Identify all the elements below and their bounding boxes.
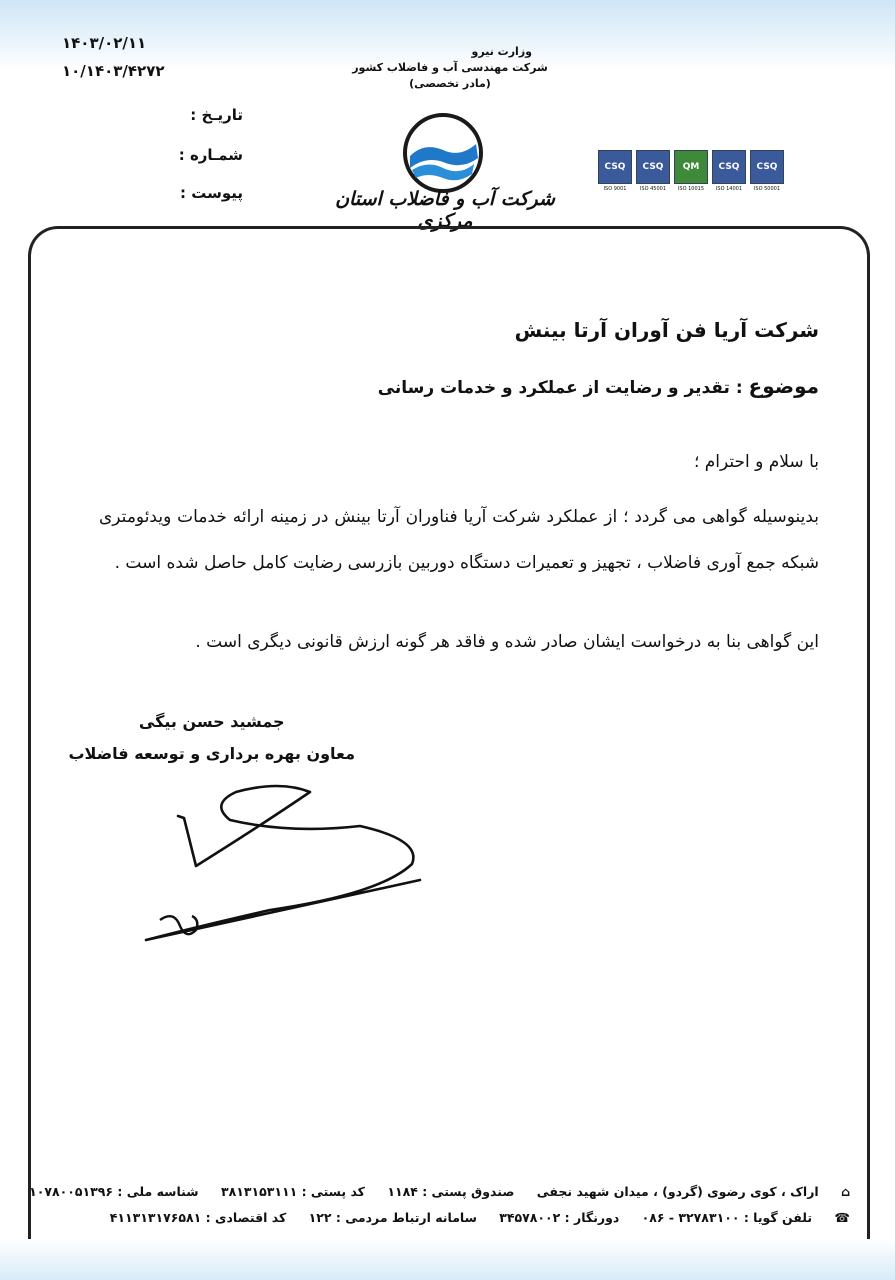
footer-national-id: شناسه ملی : ۱۰۷۸۰۰۵۱۳۹۶ (29, 1184, 199, 1199)
footer-address: اراک ، کوی رضوی (گردو) ، میدان شهید نجفی (536, 1184, 819, 1199)
footer-line-1 (29, 1184, 850, 1199)
company-name: شرکت آب و فاضلاب استان مرکزی (335, 188, 555, 232)
signer-title: معاون بهره برداری و توسعه فاضلاب (68, 744, 355, 763)
greeting: با سلام و احترام ؛ (693, 452, 819, 472)
company-logo-icon (402, 112, 484, 194)
footer-phone: تلفن گویا : ۳۲۷۸۳۱۰۰ - ۰۸۶ (641, 1210, 813, 1225)
certification-badges (598, 150, 784, 194)
letter-date-value: ۱۴۰۳/۰۲/۱۱ (62, 34, 147, 52)
ministry-name: وزارت نیرو (471, 45, 532, 58)
handwritten-signature (140, 770, 430, 960)
date-label: تاریـخ : (190, 106, 243, 124)
signer-name: جمشید حسن بیگی (138, 712, 285, 731)
footer-postal-code: کد پستی : ۳۸۱۳۱۵۳۱۱۱ (220, 1184, 365, 1199)
letterhead-organization (330, 44, 570, 92)
footer-po-box: صندوق پستی : ۱۱۸۴ (387, 1184, 515, 1199)
iso-9001-badge: CSQ ISO 9001 (598, 150, 632, 194)
footer-economic-code: کد اقتصادی : ۴۱۱۳۱۳۱۷۶۵۸۱ (109, 1210, 287, 1225)
number-label: شمـاره : (178, 146, 243, 164)
parent-company-type: (مادر تخصصی) (409, 77, 491, 90)
footer-fax: دورنگار : ۳۴۵۷۸۰۰۲ (499, 1210, 620, 1225)
parent-company-name: شرکت مهندسی آب و فاضلاب کشور (352, 61, 548, 74)
letter-body: بدینوسیله گواهی می گردد ؛ از عملکرد شرکت آریا فناوران آرتا بینش در زمینه ارائه خدمات ویدئومتری شبکه جمع آوری فاضلاب ، تجهیز و تعمیرات دستگاه دوربین بازرسی رضایت کامل حاصل شده است . (99, 507, 819, 573)
footer-background (0, 1240, 895, 1280)
subject-text: : تقدیر و رضایت از عملکرد و خدمات رسانی (377, 378, 743, 398)
footer-public-line: سامانه ارتباط مردمی : ۱۲۲ (308, 1210, 477, 1225)
iso-14001-badge: CSQ ISO 14001 (712, 150, 746, 194)
letter-number-value: ۱۰/۱۴۰۳/۴۲۷۲ (62, 62, 165, 80)
footer-line-2 (40, 1210, 850, 1225)
subject-label: موضوع (748, 374, 819, 398)
iso-45001-badge: CSQ ISO 45001 (636, 150, 670, 194)
phone-icon: ☎ (834, 1210, 850, 1225)
iso-50001-badge: CSQ ISO 50001 (750, 150, 784, 194)
home-icon: ⌂ (841, 1184, 850, 1199)
signer-block (68, 706, 355, 770)
attachment-label: پیوست : (179, 184, 243, 202)
closing-statement: این گواهی بنا به درخواست ایشان صادر شده و فاقد هر گونه ارزش قانونی دیگری است . (195, 632, 819, 652)
subject-line (378, 374, 819, 398)
iso-10015-badge: QM ISO 10015 (674, 150, 708, 194)
recipient: شرکت آریا فن آوران آرتا بینش (514, 318, 819, 342)
